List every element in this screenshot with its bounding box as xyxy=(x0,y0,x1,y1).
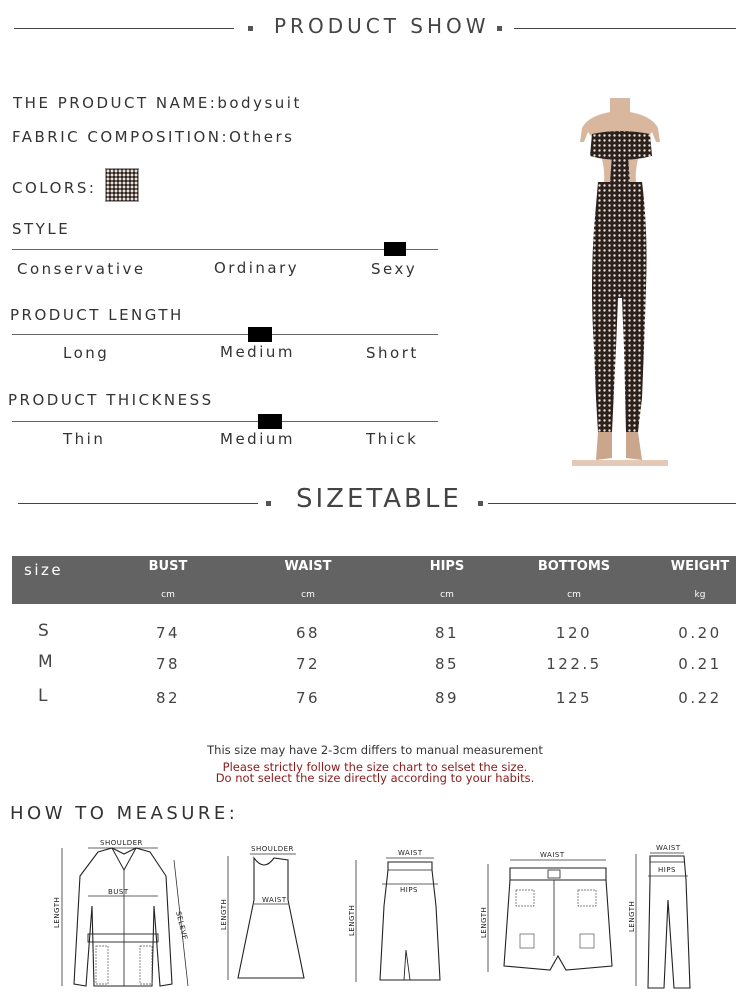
how-to-measure-title: HOW TO MEASURE: xyxy=(10,803,239,824)
fabric-label: FABRIC COMPOSITION: xyxy=(12,128,230,146)
sleeve-label: SELEVE xyxy=(174,910,189,942)
cell-bottoms: 122.5 xyxy=(546,655,602,673)
cell-waist: 68 xyxy=(295,624,321,642)
th-hips: HIPS xyxy=(429,559,465,574)
header-square-left xyxy=(248,26,253,31)
thickness-scale-marker xyxy=(258,414,282,429)
style-label: STYLE xyxy=(12,220,71,238)
length-label: LENGTH xyxy=(220,898,228,930)
cell-waist: 76 xyxy=(295,689,321,707)
pants-diagram xyxy=(624,840,700,992)
product-name-label: THE PRODUCT NAME: xyxy=(13,94,218,112)
colors-label: COLORS: xyxy=(12,179,97,197)
product-photo xyxy=(572,98,668,466)
cell-waist: 72 xyxy=(295,655,321,673)
th-bottoms-unit: cm xyxy=(567,590,581,600)
color-swatch[interactable] xyxy=(105,168,139,202)
cell-bust: 78 xyxy=(155,655,181,673)
cell-bottoms: 120 xyxy=(555,624,593,642)
cell-bust: 82 xyxy=(155,689,181,707)
hips-label: HIPS xyxy=(658,866,676,874)
size-table-header xyxy=(12,556,736,604)
cell-hips: 85 xyxy=(434,655,460,673)
sizetable-line-right xyxy=(488,503,736,504)
th-waist-unit: cm xyxy=(301,590,315,600)
sizetable-square-left xyxy=(266,501,271,506)
style-scale-marker xyxy=(384,242,406,256)
length-option-short: Short xyxy=(366,344,419,362)
length-label: LENGTH xyxy=(348,904,356,936)
length-option-long: Long xyxy=(63,344,110,362)
shoulder-label: SHOULDER xyxy=(100,839,143,847)
waist-label: WAIST xyxy=(262,896,287,904)
waist-label: WAIST xyxy=(540,851,565,859)
jacket-diagram xyxy=(48,836,196,990)
th-hips-unit: cm xyxy=(440,590,454,600)
cell-weight: 0.20 xyxy=(678,624,722,642)
note-follow-chart: Please strictly follow the size chart to selset the size. xyxy=(222,760,528,774)
fabric-value: Others xyxy=(229,128,295,146)
th-bust: BUST xyxy=(148,559,188,574)
product-name-value: bodysuit xyxy=(217,94,302,112)
length-label: PRODUCT LENGTH xyxy=(10,306,184,324)
sizetable-square-right xyxy=(478,501,483,506)
row-size: S xyxy=(38,621,52,641)
length-label: LENGTH xyxy=(628,900,636,932)
length-option-medium: Medium xyxy=(220,343,295,361)
cell-bust: 74 xyxy=(155,624,181,642)
note-habits: Do not select the size directly according to your habits. xyxy=(215,771,535,785)
hips-label: HIPS xyxy=(400,886,418,894)
length-scale-marker xyxy=(248,327,272,342)
style-option-conservative: Conservative xyxy=(17,260,146,278)
cell-bottoms: 125 xyxy=(555,689,593,707)
length-label: LENGTH xyxy=(480,906,488,938)
header-line-right xyxy=(514,28,736,29)
th-weight-unit: kg xyxy=(694,590,706,600)
row-size: M xyxy=(38,652,56,672)
fabric-row xyxy=(12,128,294,146)
skirt-diagram xyxy=(344,846,448,986)
header-square-right xyxy=(497,26,502,31)
waist-label: WAIST xyxy=(398,849,423,857)
cell-hips: 81 xyxy=(434,624,460,642)
length-label: LENGTH xyxy=(53,896,61,928)
th-size: size xyxy=(24,561,64,579)
th-waist: WAIST xyxy=(284,559,332,574)
shoulder-label: SHOULDER xyxy=(251,845,294,853)
product-name-row xyxy=(13,94,302,112)
thickness-scale-line xyxy=(12,421,438,422)
header-line-left xyxy=(14,28,234,29)
cell-hips: 89 xyxy=(434,689,460,707)
shorts-diagram xyxy=(474,846,624,976)
sizetable-title: SIZETABLE xyxy=(296,484,462,514)
length-scale-line xyxy=(12,334,438,335)
row-size: L xyxy=(38,686,50,706)
dress-diagram xyxy=(218,842,308,984)
th-weight: WEIGHT xyxy=(670,559,730,574)
product-show-title: PRODUCT SHOW xyxy=(274,14,490,38)
thickness-option-medium: Medium xyxy=(220,430,295,448)
style-scale-line xyxy=(12,249,438,250)
bust-label: BUST xyxy=(108,888,129,896)
cell-weight: 0.22 xyxy=(678,689,722,707)
thickness-option-thick: Thick xyxy=(366,430,419,448)
thickness-label: PRODUCT THICKNESS xyxy=(8,391,214,409)
thickness-option-thin: Thin xyxy=(63,430,106,448)
style-option-ordinary: Ordinary xyxy=(214,259,300,277)
cell-weight: 0.21 xyxy=(678,655,722,673)
th-bust-unit: cm xyxy=(161,590,175,600)
note-measurement: This size may have 2-3cm differs to manual measurement xyxy=(207,743,543,757)
waist-label: WAIST xyxy=(656,844,681,852)
sizetable-line-left xyxy=(18,503,258,504)
style-option-sexy: Sexy xyxy=(371,260,418,278)
th-bottoms: BOTTOMS xyxy=(537,559,611,574)
